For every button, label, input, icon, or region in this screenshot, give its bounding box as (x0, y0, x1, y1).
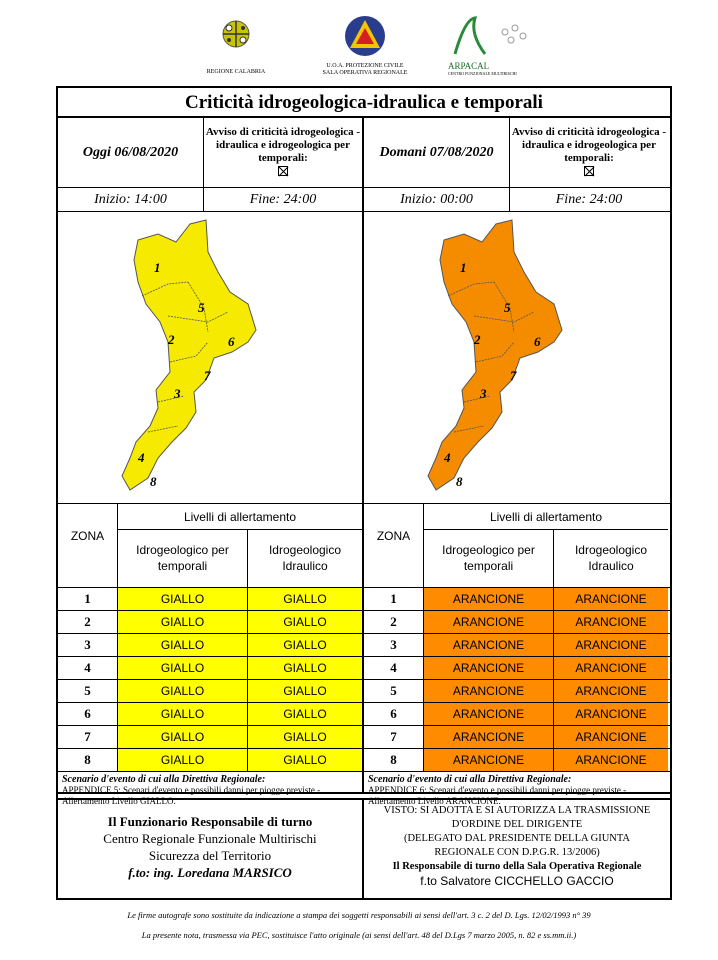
level-cell: ARANCIONE (554, 588, 668, 610)
table-row (364, 611, 670, 634)
today-scenario-text: APPENDICE 5: Scenari d'evento e possibili danni per piogge previste - Allertamento Livello GIALLO. (62, 785, 321, 806)
protezione-civile-emblem (343, 14, 387, 58)
level-cell: ARANCIONE (554, 634, 668, 656)
today-scenario-title: Scenario d'evento di cui alla Direttiva Regionale: (62, 774, 266, 785)
tomorrow-col2-header: Idrogeologico Idraulico (574, 543, 648, 573)
arpacal-emblem (445, 14, 535, 58)
zona-cell: 2 (364, 611, 424, 633)
zona-cell: 1 (58, 588, 118, 610)
footer-separator (58, 792, 670, 800)
today-zone-label: 1 (154, 260, 161, 275)
tomorrow-avviso-checkbox-icon (584, 166, 594, 176)
zona-cell: 6 (58, 703, 118, 725)
level-cell: ARANCIONE (424, 680, 554, 702)
tomorrow-scenario-title: Scenario d'evento di cui alla Direttiva Regionale: (368, 774, 572, 785)
today-map (58, 212, 362, 504)
tomorrow-zona-header: ZONA (364, 504, 424, 588)
today-zone-label: 2 (168, 332, 175, 347)
tomorrow-avviso-text: Avviso di criticità idrogeologica - idraulica e idrogeologica per temporali: (511, 126, 667, 164)
level-cell: GIALLO (248, 657, 362, 679)
funzionario-center: Centro Regionale Funzionale Multirischi (103, 831, 317, 846)
today-zone-label: 3 (174, 386, 181, 401)
table-row (364, 749, 670, 772)
today-table-header (58, 504, 362, 588)
table-row (58, 749, 362, 772)
tomorrow-calabria-map (364, 212, 668, 504)
zona-cell: 6 (364, 703, 424, 725)
table-row (58, 703, 362, 726)
bulletin-title: Criticità idrogeologica-idraulica e temporali (58, 88, 670, 118)
level-cell: ARANCIONE (554, 657, 668, 679)
tomorrow-map (364, 212, 670, 504)
tomorrow-inizio: Inizio: 00:00 (364, 188, 510, 212)
table-row (58, 680, 362, 703)
footer-funzionario (58, 800, 364, 898)
today-zone-label: 4 (138, 450, 145, 465)
today-col1-header: Idrogeologico per temporali (118, 530, 248, 588)
funzionario-signature: f.to: ing. Loredana MARSICO (128, 865, 292, 880)
tomorrow-date: Domani 07/08/2020 (364, 118, 510, 188)
level-cell: GIALLO (118, 634, 248, 656)
level-cell: ARANCIONE (424, 726, 554, 748)
today-times (58, 188, 362, 212)
level-cell: GIALLO (248, 680, 362, 702)
visto-responsabile: Il Responsabile di turno della Sala Operativa Regionale (392, 861, 642, 872)
table-row (58, 634, 362, 657)
table-row (364, 634, 670, 657)
level-cell: ARANCIONE (554, 726, 668, 748)
note-pec: La presente nota, trasmessa via PEC, sostituisce l'atto originale (ai sensi dell'art. 48 del D.Lgs 7 marzo 2005, n. 82 e ss.mm.ii.) (141, 930, 577, 940)
level-cell: ARANCIONE (424, 588, 554, 610)
tomorrow-zone-label: 8 (456, 474, 463, 489)
logo-bar (0, 14, 718, 86)
today-avviso (204, 118, 362, 188)
level-cell: ARANCIONE (554, 749, 668, 771)
visto-signature: f.to Salvatore CICCHELLO GACCIO (420, 874, 614, 888)
tomorrow-zone-label: 1 (460, 260, 467, 275)
visto-line-3: (DELEGATO DAL PRESIDENTE DELLA GIUNTA (403, 833, 631, 844)
tomorrow-times (364, 188, 670, 212)
footer-visto (364, 800, 670, 898)
today-alert-table (58, 504, 362, 772)
tomorrow-header (364, 118, 670, 188)
today-zone-label: 8 (150, 474, 157, 489)
zona-cell: 1 (364, 588, 424, 610)
zona-cell: 3 (364, 634, 424, 656)
level-cell: ARANCIONE (554, 611, 668, 633)
zona-cell: 8 (58, 749, 118, 771)
zona-cell: 5 (58, 680, 118, 702)
today-panel (58, 118, 364, 806)
level-cell: ARANCIONE (554, 680, 668, 702)
funzionario-sector: Sicurezza del Territorio (148, 848, 272, 863)
level-cell: GIALLO (248, 634, 362, 656)
today-zone-label: 7 (204, 368, 211, 383)
level-cell: GIALLO (118, 657, 248, 679)
level-cell: GIALLO (248, 611, 362, 633)
today-zona-header: ZONA (58, 504, 118, 588)
table-row (58, 588, 362, 611)
today-livelli-header: Livelli di allertamento (118, 504, 362, 530)
table-row (364, 726, 670, 749)
regione-calabria-emblem (216, 14, 256, 64)
level-cell: ARANCIONE (424, 657, 554, 679)
level-cell: GIALLO (118, 703, 248, 725)
tomorrow-zone-label: 4 (444, 450, 451, 465)
bulletin-frame (56, 86, 672, 900)
visto-line-1: VISTO: SI ADOTTA E SI AUTORIZZA LA TRASMISSIONE (383, 805, 651, 816)
level-cell: GIALLO (118, 680, 248, 702)
tomorrow-livelli-header: Livelli di allertamento (424, 504, 668, 530)
arpacal-logo (440, 14, 540, 77)
zona-cell: 4 (58, 657, 118, 679)
level-cell: GIALLO (118, 611, 248, 633)
zona-cell: 5 (364, 680, 424, 702)
table-row (364, 657, 670, 680)
tomorrow-avviso (510, 118, 668, 188)
today-col2-header: Idrogeologico Idraulico (268, 543, 342, 573)
zona-cell: 7 (364, 726, 424, 748)
tomorrow-zone-label: 3 (480, 386, 487, 401)
table-row (58, 726, 362, 749)
level-cell: GIALLO (248, 726, 362, 748)
tomorrow-zone-label: 7 (510, 368, 517, 383)
level-cell: ARANCIONE (424, 703, 554, 725)
zona-cell: 8 (364, 749, 424, 771)
zona-cell: 2 (58, 611, 118, 633)
zona-cell: 7 (58, 726, 118, 748)
tomorrow-zone-label: 5 (504, 300, 511, 315)
level-cell: ARANCIONE (424, 634, 554, 656)
visto-line-4: REGIONALE CON D.P.G.R. 13/2006) (434, 847, 600, 858)
today-fine: Fine: 24:00 (249, 192, 317, 207)
note-firme: Le firme autografe sono sostituite da indicazione a stampa dei soggetti responsabili ai sensi dell'art. 3 c. 2 del D. Lgs. 12/02/1993 n° 39 (127, 910, 591, 920)
arpacal-name: ARPACAL (448, 61, 490, 71)
table-row (58, 657, 362, 680)
today-avviso-text: Avviso di criticità idrogeologica - idraulica e idrogeologica per temporali: (205, 126, 361, 164)
level-cell: GIALLO (248, 588, 362, 610)
table-row (58, 611, 362, 634)
level-cell: ARANCIONE (554, 703, 668, 725)
today-zone-label: 6 (228, 334, 235, 349)
today-zone-label: 5 (198, 300, 205, 315)
table-row (364, 588, 670, 611)
today-date: Oggi 06/08/2020 (58, 118, 204, 188)
regione-calabria-caption: REGIONE CALABRIA (206, 69, 266, 75)
tomorrow-scenario-text: APPENDICE 6: Scenari d'evento e possibili danni per piogge previste - Allertamento Livello ARANCIONE. (368, 785, 627, 806)
protezione-civile-caption-2: SALA OPERATIVA REGIONALE (322, 70, 408, 76)
tomorrow-zone-label: 2 (474, 332, 481, 347)
regione-calabria-logo (206, 14, 266, 76)
visto-line-2: D'ORDINE DEL DIRIGENTE (451, 819, 583, 830)
level-cell: GIALLO (118, 588, 248, 610)
protezione-civile-logo (320, 14, 410, 77)
tomorrow-table-header (364, 504, 670, 588)
zona-cell: 3 (58, 634, 118, 656)
tomorrow-alert-table (364, 504, 670, 772)
today-calabria-map (58, 212, 362, 504)
tomorrow-zone-label: 6 (534, 334, 541, 349)
protezione-civile-caption-1: U.O.A. PROTEZIONE CIVILE (326, 63, 404, 69)
tomorrow-panel (364, 118, 670, 806)
tomorrow-fine: Fine: 24:00 (555, 192, 623, 207)
today-header (58, 118, 362, 188)
table-row (364, 703, 670, 726)
today-avviso-checkbox-icon (278, 166, 288, 176)
level-cell: GIALLO (118, 726, 248, 748)
tomorrow-col1-header: Idrogeologico per temporali (424, 530, 554, 588)
table-row (364, 680, 670, 703)
level-cell: ARANCIONE (424, 749, 554, 771)
level-cell: ARANCIONE (424, 611, 554, 633)
level-cell: GIALLO (118, 749, 248, 771)
today-inizio: Inizio: 14:00 (58, 188, 204, 212)
zona-cell: 4 (364, 657, 424, 679)
arpacal-caption: CENTRO FUNZIONALE MULTIRISCHI (448, 71, 517, 76)
level-cell: GIALLO (248, 749, 362, 771)
level-cell: GIALLO (248, 703, 362, 725)
funzionario-title: Il Funzionario Responsabile di turno (107, 814, 313, 829)
